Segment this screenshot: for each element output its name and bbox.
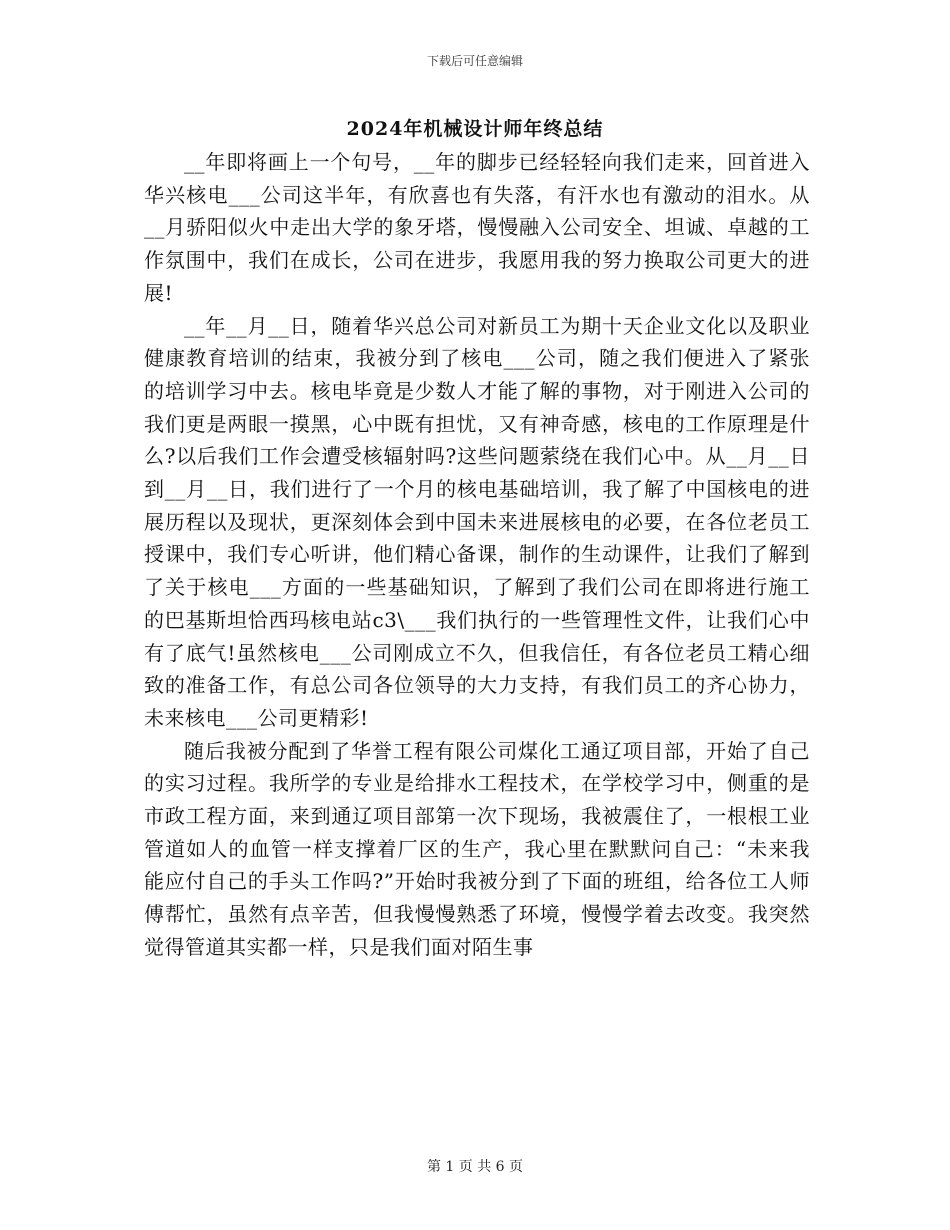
page-header: 下载后可任意编辑	[426, 54, 523, 68]
page-footer: 第 1 页 共 6 页	[426, 1159, 524, 1175]
paragraph-2: __年__月__日，随着华兴总公司对新员工为期十天企业文化以及职业健康教育培训的结束，我被分到了核电___公司，随之我们便进入了紧张的培训学习中去。核电毕竟是少数人才能了解的事物，对于刚进入公司的我们更是两眼一摸黑，心中既有担忧，又有神奇感，核电的工作原理是什么?以后我们工作会遭受核辐射吗?这些问题萦绕在我们心中。从__月__日到__月__日，我们进行了一个月的核电基础培训，我了解了中国核电的进展历程以及现状，更深刻体会到中国未来进展核电的必要，在各位老员工授课中，我们专心听讲，他们精心备课，制作的生动课件，让我们了解到了关于核电___方面的一些基础知识，了解到了我们公司在即将进行施工的巴基斯坦恰西玛核电站c3\___我们执行的一些管理性文件，让我们心中有了底气!虽然核电___公司刚成立不久，但我信任，有各位老员工精心细致的准备工作，有总公司各位领导的大力支持，有我们员工的齐心协力，未来核电___公司更精彩!	[144, 313, 810, 730]
paragraph-3: 随后我被分配到了华誉工程有限公司煤化工通辽项目部，开始了自己的实习过程。我所学的专业是给排水工程技术，在学校学习中，侧重的是市政工程方面，来到通辽项目部第一次下现场，我被震住了，一根根工业管道如人的血管一样支撑着厂区的生产，我心里在默默问自己：“未来我能应付自己的手头工作吗?”开始时我被分到了下面的班组，给各位工人师傅帮忙，虽然有点辛苦，但我慢慢熟悉了环境，慢慢学着去改变。我突然觉得管道其实都一样，只是我们面对陌生事	[144, 738, 810, 959]
document-title: 2024年机械设计师年终总结	[346, 118, 604, 140]
document-body	[144, 146, 810, 964]
paragraph-1: __年即将画上一个句号，__年的脚步已经轻轻向我们走来，回首进入华兴核电___公司这半年，有欣喜也有失落，有汗水也有激动的泪水。从__月骄阳似火中走出大学的象牙塔，慢慢融入公司安全、坦诚、卓越的工作氛围中，我们在成长，公司在进步，我愿用我的努力换取公司更大的进展!	[144, 150, 810, 305]
